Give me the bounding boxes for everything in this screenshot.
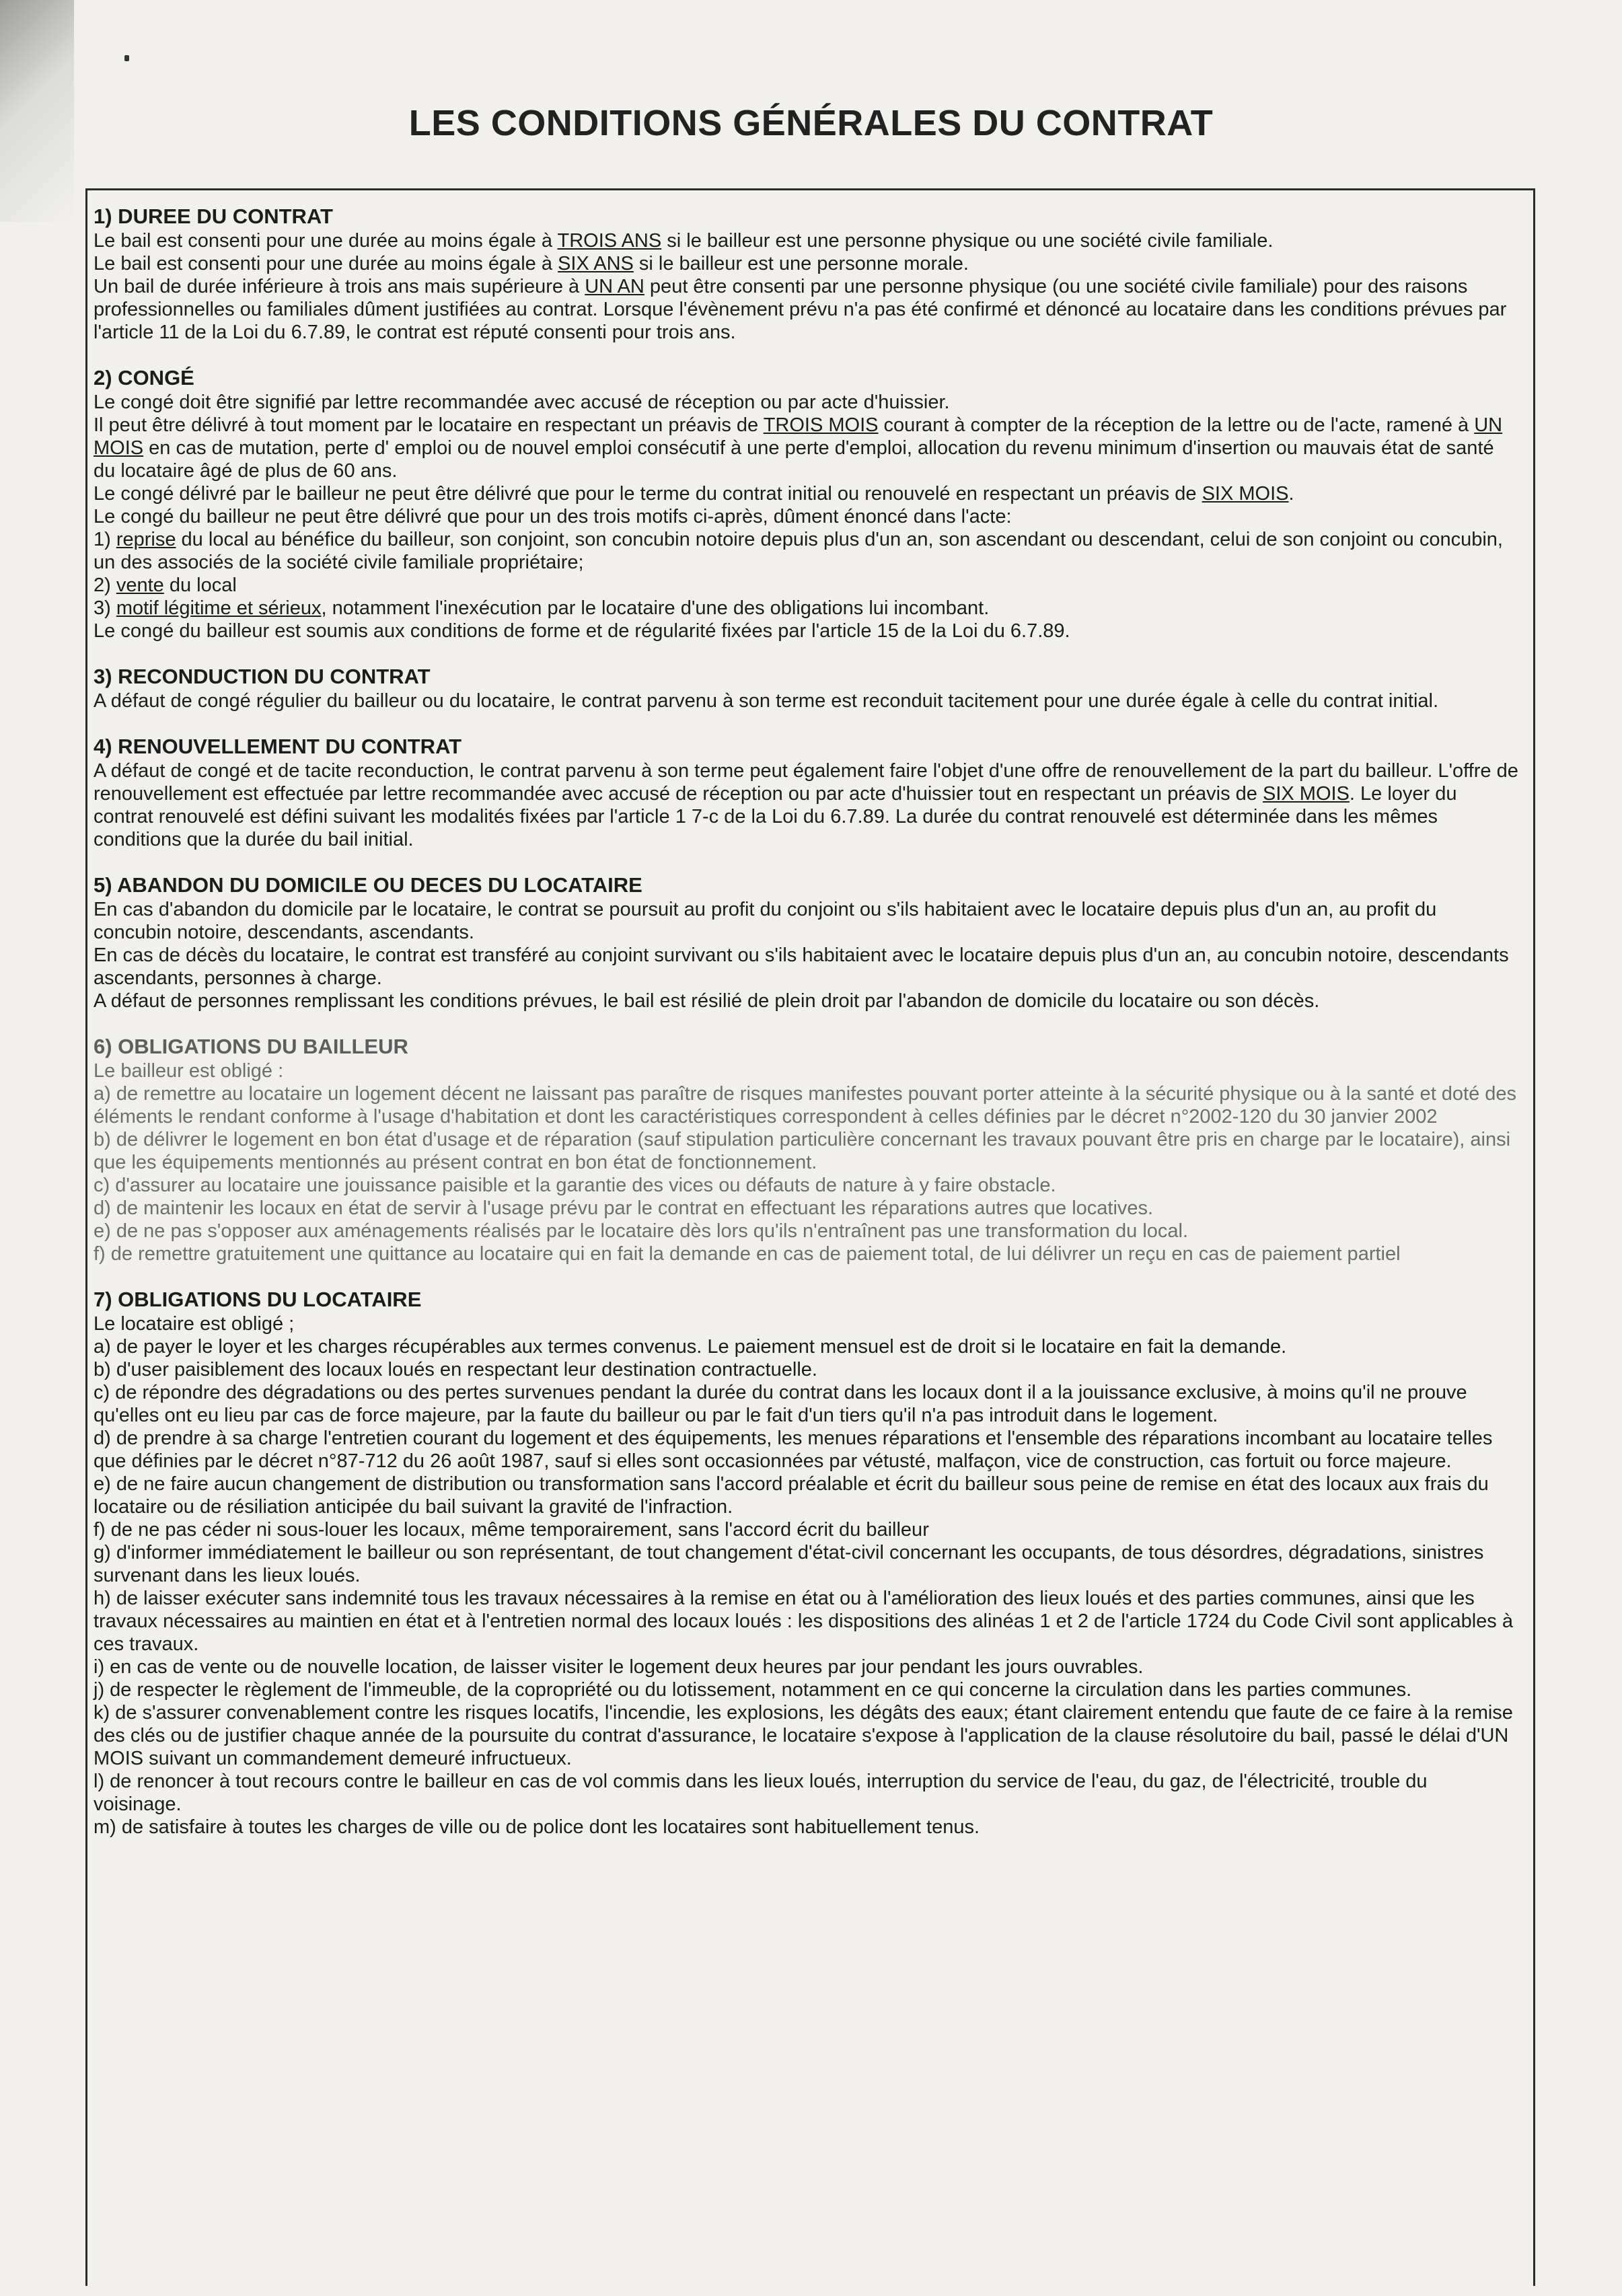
underlined-term: SIX MOIS <box>1262 783 1350 805</box>
underlined-term: motif légitime et sérieux <box>116 597 322 619</box>
paragraph-text: Le congé du bailleur ne peut être délivré que pour un des trois motifs ci-après, dûment énoncé dans l'acte: <box>94 506 1012 527</box>
section-paragraph <box>94 1060 1518 1082</box>
paragraph-text: a) de remettre au locataire un logement décent ne laissant pas paraître de risques manifestes pouvant porter atteinte à la sécurité physique ou à la santé et doté des éléments le rendant conforme à l'usage d'habitation et dont les caractéristiques correspondent à celles définies par le décret n°2002-120 du 30 janvier 2002 <box>94 1083 1517 1127</box>
paragraph-text: h) de laisser exécuter sans indemnité tous les travaux nécessaires à la remise en état ou à l'amélioration des lieux loués et des parties communes, ainsi que les travaux nécessaires au maintien en état et à l'entretien normal des locaux loués : les dispositions des alinéas 1 et 2 de l'article 1724 du Code Civil sont applicables à ces travaux. <box>94 1588 1513 1655</box>
section-paragraph <box>94 1220 1518 1243</box>
section-3 <box>94 665 1518 712</box>
section-paragraph <box>94 1473 1518 1518</box>
section-paragraph <box>94 597 1518 620</box>
section-paragraph <box>94 252 1518 275</box>
paragraph-text: Le bailleur est obligé : <box>94 1060 284 1082</box>
paragraph-text: Le congé du bailleur est soumis aux conditions de forme et de régularité fixées par l'article 15 de la Loi du 6.7.89. <box>94 620 1070 642</box>
section-paragraph <box>94 1243 1518 1265</box>
paragraph-text: m) de satisfaire à toutes les charges de ville ou de police dont les locataires sont habituellement tenus. <box>94 1816 980 1838</box>
section-paragraph <box>94 620 1518 642</box>
section-paragraph <box>94 1197 1518 1220</box>
section-paragraph <box>94 690 1518 712</box>
paragraph-text: du local <box>163 575 237 596</box>
document-title: LES CONDITIONS GÉNÉRALES DU CONTRAT <box>408 103 1214 143</box>
section-title: 6) OBLIGATIONS DU BAILLEUR <box>94 1035 408 1058</box>
paragraph-text: . Le loyer du contrat renouvelé est défini suivant les modalités fixées par l'article 1 7-c de la Loi du 6.7.89. La durée du contrat renouvelé est déterminée dans les mêmes conditions que la durée du bail initial. <box>94 783 1457 850</box>
section-paragraph <box>94 1701 1518 1770</box>
paragraph-text: f) de remettre gratuitement une quittance au locataire qui en fait la demande en cas de paiement total, de lui délivrer un reçu en cas de paiement partiel <box>94 1243 1401 1265</box>
underlined-term: SIX ANS <box>558 253 634 274</box>
section-title: 4) RENOUVELLEMENT DU CONTRAT <box>94 735 462 758</box>
paragraph-text: 2) <box>94 575 116 596</box>
section-paragraph <box>94 574 1518 597</box>
paragraph-text: . <box>1288 483 1294 505</box>
section-title: 5) ABANDON DU DOMICILE OU DECES DU LOCATAIRE <box>94 873 642 897</box>
paragraph-text: Le bail est consenti pour une durée au moins égale à <box>94 230 558 252</box>
section-paragraph <box>94 1381 1518 1427</box>
paragraph-text: f) de ne pas céder ni sous-louer les locaux, même temporairement, sans l'accord écrit du bailleur <box>94 1519 929 1541</box>
paragraph-text: A défaut de personnes remplissant les conditions prévues, le bail est résilié de plein droit par l'abandon de domicile du locataire ou son décès. <box>94 990 1320 1012</box>
underlined-term: TROIS MOIS <box>763 414 879 436</box>
paragraph-text: A défaut de congé régulier du bailleur ou du locataire, le contrat parvenu à son terme est reconduit tacitement pour une durée égale à celle du contrat initial. <box>94 690 1439 712</box>
paragraph-text: peut être consenti par une personne physique (ou une société civile familiale) pour des raisons professionnelles ou familiales dûment justifiées au contrat. Lorsque l'évènement prévu n'a pas été confirmé et dénoncé au locataire dans les conditions prévues par l'article 11 de la Loi du 6.7.89, le contrat est réputé consenti pour trois ans. <box>94 276 1507 343</box>
paragraph-text: , notamment l'inexécution par le locataire d'une des obligations lui incombant. <box>321 597 990 619</box>
paragraph-text: b) d'user paisiblement des locaux loués en respectant leur destination contractuelle. <box>94 1359 817 1380</box>
paragraph-text: d) de maintenir les locaux en état de servir à l'usage prévu par le contrat en effectuant les réparations autres que locatives. <box>94 1197 1154 1219</box>
section-paragraph <box>94 229 1518 252</box>
section-title: 2) CONGÉ <box>94 366 194 390</box>
section-2 <box>94 367 1518 642</box>
paragraph-text: 3) <box>94 597 116 619</box>
section-7 <box>94 1288 1518 1839</box>
paragraph-text: Le bail est consenti pour une durée au moins égale à <box>94 253 558 274</box>
paragraph-text: e) de ne pas s'opposer aux aménagements réalisés par le locataire dès lors qu'ils n'entraînent pas une transformation du local. <box>94 1220 1189 1242</box>
paragraph-text: b) de délivrer le logement en bon état d'usage et de réparation (sauf stipulation particulière concernant les travaux pouvant être pris en charge par le locataire), ainsi que les équipements mentionnés au présent contrat en bon état de fonctionnement. <box>94 1129 1511 1173</box>
section-paragraph <box>94 414 1518 482</box>
section-paragraph <box>94 1082 1518 1128</box>
paragraph-text: c) d'assurer au locataire une jouissance paisible et la garantie des vices ou défauts de nature à y faire obstacle. <box>94 1175 1056 1196</box>
paragraph-text: courant à compter de la réception de la lettre ou de l'acte, ramené à <box>878 414 1475 436</box>
paragraph-text: c) de répondre des dégradations ou des pertes survenues pendant la durée du contrat dans les locaux dont il a la jouissance exclusive, à moins qu'il ne prouve qu'elles ont eu lieu par cas de force majeure, par la faute du bailleur ou par le fait d'un tiers qu'il n'a pas introduit dans le logement. <box>94 1382 1467 1426</box>
section-paragraph <box>94 1678 1518 1701</box>
conditions-frame <box>85 188 1535 2286</box>
paragraph-text: Un bail de durée inférieure à trois ans mais supérieure à <box>94 276 585 297</box>
paragraph-text: du local au bénéfice du bailleur, son conjoint, son concubin notoire depuis plus d'un an, son ascendant ou descendant, celui de son conjoint ou concubin, un des associés de la société civile familiale propriétaire; <box>94 529 1503 573</box>
paragraph-text: si le bailleur est une personne morale. <box>633 253 969 274</box>
section-paragraph <box>94 391 1518 414</box>
paragraph-text: d) de prendre à sa charge l'entretien courant du logement et des équipements, les menues réparations et l'ensemble des réparations incombant au locataire telles que définies par le décret n°87-712 du 26 août 1987, sauf si elles sont occasionnées par vétusté, malfaçon, vice de construction, cas fortuit ou force majeure. <box>94 1428 1493 1472</box>
section-1 <box>94 205 1518 344</box>
paragraph-text: a) de payer le loyer et les charges récupérables aux termes convenus. Le paiement mensuel est de droit si le locataire en fait la demande. <box>94 1336 1287 1358</box>
section-paragraph <box>94 1541 1518 1587</box>
paragraph-text: 1) <box>94 529 116 550</box>
section-4 <box>94 735 1518 851</box>
section-paragraph <box>94 1587 1518 1656</box>
underlined-term: vente <box>116 575 164 596</box>
section-paragraph <box>94 505 1518 528</box>
paragraph-text: en cas de mutation, perte d' emploi ou de nouvel emploi consécutif à une perte d'emploi, allocation du revenu minimum d'insertion ou mauvais état de santé du locataire âgé de plus de 60 ans. <box>94 437 1494 482</box>
section-paragraph <box>94 275 1518 344</box>
paragraph-text: A défaut de congé et de tacite reconduction, le contrat parvenu à son terme peut également faire l'objet d'une offre de renouvellement de la part du bailleur. L'offre de renouvellement est effectuée par lettre recommandée avec accusé de réception ou par acte d'huissier tout en respectant un préavis de <box>94 760 1518 805</box>
paragraph-text: Le congé délivré par le bailleur ne peut être délivré que pour le terme du contrat initial ou renouvelé en respectant un préavis de <box>94 483 1202 505</box>
section-paragraph <box>94 1335 1518 1358</box>
underlined-term: SIX MOIS <box>1202 483 1289 505</box>
section-5 <box>94 874 1518 1012</box>
paragraph-text: j) de respecter le règlement de l'immeuble, de la copropriété ou du lotissement, notamment en ce qui concerne la circulation dans les parties communes. <box>94 1679 1412 1701</box>
section-title: 1) DUREE DU CONTRAT <box>94 205 333 228</box>
section-paragraph <box>94 760 1518 851</box>
paragraph-text: l) de renoncer à tout recours contre le bailleur en cas de vol commis dans les lieux loués, interruption du service de l'eau, du gaz, de l'électricité, trouble du voisinage. <box>94 1771 1428 1815</box>
section-paragraph <box>94 528 1518 574</box>
paragraph-text: i) en cas de vente ou de nouvelle location, de laisser visiter le logement deux heures par jour pendant les jours ouvrables. <box>94 1656 1144 1678</box>
underlined-term: UN AN <box>585 276 644 297</box>
underlined-term: TROIS ANS <box>557 230 662 252</box>
scan-speck <box>124 55 129 61</box>
paragraph-text: Le congé doit être signifié par lettre recommandée avec accusé de réception ou par acte d'huissier. <box>94 392 950 413</box>
section-paragraph <box>94 944 1518 990</box>
section-paragraph <box>94 1816 1518 1839</box>
paragraph-text: Le locataire est obligé ; <box>94 1313 295 1335</box>
paragraph-text: si le bailleur est une personne physique ou une société civile familiale. <box>661 230 1274 252</box>
section-paragraph <box>94 1312 1518 1335</box>
section-paragraph <box>94 990 1518 1012</box>
underlined-term: UN MOIS <box>94 414 1503 459</box>
paragraph-text: Il peut être délivré à tout moment par le locataire en respectant un préavis de <box>94 414 764 436</box>
section-paragraph <box>94 1518 1518 1541</box>
section-paragraph <box>94 1770 1518 1816</box>
paragraph-text: e) de ne faire aucun changement de distribution ou transformation sans l'accord préalable et écrit du bailleur sous peine de remise en état des locaux aux frais du locataire ou de résiliation anticipée du bail suivant la gravité de l'infraction. <box>94 1473 1489 1518</box>
underlined-term: reprise <box>116 529 176 550</box>
paragraph-text: En cas d'abandon du domicile par le locataire, le contrat se poursuit au profit du conjoint ou s'ils habitaient avec le locataire depuis plus d'un an, au profit du concubin notoire, descendants, ascendants. <box>94 899 1437 943</box>
section-paragraph <box>94 1128 1518 1174</box>
section-paragraph <box>94 1358 1518 1381</box>
paragraph-text: En cas de décès du locataire, le contrat est transféré au conjoint survivant ou s'ils habitaient avec le locataire depuis plus d'un an, au concubin notoire, descendants ascendants, personnes à charge. <box>94 945 1509 989</box>
section-title: 7) OBLIGATIONS DU LOCATAIRE <box>94 1288 422 1311</box>
section-paragraph <box>94 898 1518 944</box>
section-paragraph <box>94 1656 1518 1678</box>
section-paragraph <box>94 1427 1518 1473</box>
section-6 <box>94 1035 1518 1265</box>
section-title: 3) RECONDUCTION DU CONTRAT <box>94 665 431 688</box>
section-paragraph <box>94 482 1518 505</box>
paragraph-text: g) d'informer immédiatement le bailleur ou son représentant, de tout changement d'état-civil concernant les occupants, de tous désordres, dégradations, sinistres survenant dans les lieux loués. <box>94 1542 1484 1586</box>
paragraph-text: k) de s'assurer convenablement contre les risques locatifs, l'incendie, les explosions, les dégâts des eaux; étant clairement entendu que faute de ce faire à la remise des clés ou de justifier chaque année de la poursuite du contrat d'assurance, le locataire s'expose à l'application de la clause résolutoire du bail, passé le délai d'UN MOIS suivant un commandement demeuré infructueux. <box>94 1702 1513 1769</box>
section-paragraph <box>94 1174 1518 1197</box>
